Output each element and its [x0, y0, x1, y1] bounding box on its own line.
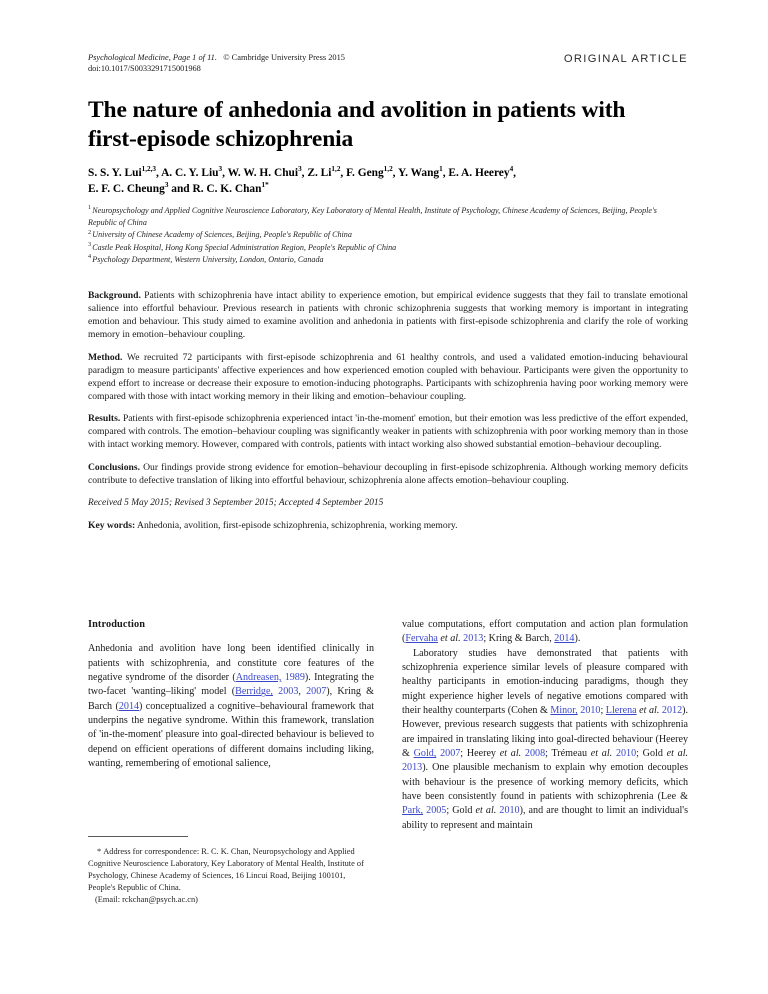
affiliation-item — [88, 205, 666, 229]
abstract-conclusions-label: Conclusions. — [88, 462, 140, 474]
citation-year-2013[interactable]: 2013 — [402, 762, 423, 774]
citation-year-2003[interactable]: 2003 — [278, 686, 299, 698]
footnote-address — [88, 845, 374, 894]
page-title: The nature of anhedonia and avolition in patients with first-episode schizophrenia — [88, 96, 626, 153]
citation-year-2010[interactable]: 2010 — [615, 748, 637, 760]
citation-year-2012[interactable]: 2012 — [661, 705, 683, 717]
abstract-method — [88, 351, 688, 403]
citation-link-berridge[interactable]: Berridge, — [235, 686, 273, 698]
running-head — [88, 52, 688, 74]
abstract-background-text: Patients with schizophrenia have intact ability to experience emotion, but empirical evidence suggests that they fail to translate emotional salience into effortful behaviour. Previous research in patients with chronic schizophrenia suggests that working memory is important in integrating emotion and behaviour. This study aimed to examine avolition and anhedonia in patients with first-episode schizophrenia and clarify the role of working memory in emotion–behaviour coupling. — [88, 290, 688, 341]
citation-link-park[interactable]: Park, — [402, 805, 424, 817]
abstract-results-text: Patients with first-episode schizophrenia experienced intact 'in-the-moment' emotion, but their emotion was less predictive of the effort expended, compared with controls. The emotion–behaviour coupling was significantly weaker in patients with schizophrenia with poor working memory than in those with intact working memory. However, compared with controls, patients with intact working also showed substantial emotion–behaviour decoupling. — [88, 413, 688, 451]
author-entry: Y. Wang$^1$, — [397, 165, 449, 179]
copyright-notice: © Cambridge University Press 2015 — [223, 53, 345, 62]
paragraph-text: ). However, previous research suggests that patients with schizophrenia are impaired in translating liking into goal-directed behaviour (Heerey & — [402, 705, 688, 760]
journal-info — [88, 52, 345, 74]
author-entry: E. A. Heerey$^4$, — [448, 165, 517, 179]
affiliation-text: University of Chinese Academy of Sciences, Beijing, People's Republic of China — [92, 230, 352, 240]
citation-year-2007[interactable]: 2007 — [306, 686, 327, 698]
body-column-left — [88, 618, 374, 771]
footnote-block — [88, 836, 374, 906]
author-affil-marker: 1,2,3 — [141, 165, 156, 174]
author-entry: S. S. Y. Lui$^{1,2,3}$, — [88, 165, 162, 179]
journal-citation-line — [88, 52, 345, 63]
citation-link-minor[interactable]: Minor, — [550, 705, 578, 717]
author-affil-marker: 3 — [218, 165, 223, 174]
received-dates: Received 5 May 2015; Revised 3 September 2015; Accepted 4 September 2015 — [88, 497, 384, 508]
paragraph-text: ; Trémeau — [545, 748, 591, 760]
paragraph-text: ) conceptualized a cognitive–behavioural framework that underpins the negative syndrome. Within this framework, translation of 'in-the-moment' pleasure into goal-directed behaviour is believed to depend on efficient operations of different domains including liking, wanting, remembering of emotional salience, — [88, 700, 374, 770]
keywords-text: Anhedonia, avolition, first-episode schizophrenia, schizophrenia, working memory. — [137, 520, 458, 532]
affiliation-item — [88, 242, 666, 254]
author-entry: F. Geng$^{1,2}$, — [346, 165, 398, 179]
author-line-2 — [88, 181, 688, 197]
affiliation-marker: 4 — [88, 253, 92, 261]
intro-paragraph-1-continued — [402, 618, 688, 647]
abstract-conclusions-text: Our findings provide strong evidence for emotion–behaviour decoupling in first-episode schizophrenia. Although working memory deficits contribute to defective translation of liking into effortful behaviour, schizophrenia alone affects emotion–behaviour coupling. — [88, 462, 688, 487]
abstract — [88, 289, 688, 542]
author-affil-marker: 3 — [298, 165, 302, 174]
author-affil-marker: 1,2 — [383, 165, 393, 174]
paragraph-text: ). One plausible mechanism to explain why emotion decouples with behaviour is the presence of working memory deficits, which have been consistently found in patients with schizophrenia (Lee & — [402, 762, 688, 803]
citation-year-2010[interactable]: 2010 — [499, 805, 520, 817]
section-heading-introduction: Introduction — [88, 619, 146, 630]
citation-link-gold[interactable]: Gold, — [413, 748, 437, 760]
footnote-star-marker: * — [97, 846, 102, 856]
author-line-1 — [88, 165, 688, 181]
author-affil-marker: 1,2 — [331, 165, 341, 174]
citation-year-2005[interactable]: 2005 — [426, 805, 447, 817]
affiliation-list — [88, 205, 666, 266]
paragraph-text: ; Gold — [446, 805, 476, 817]
etal-italic: et al. — [440, 633, 461, 645]
affiliation-text: Castle Peak Hospital, Hong Kong Special Administration Region, People's Republic of China — [92, 242, 397, 252]
author-entry: R. C. K. Chan$^{1*}$ — [192, 181, 269, 196]
paragraph-text: ; Gold — [636, 748, 667, 760]
paragraph-text: Laboratory studies have demonstrated that patients with schizophrenia experience similar levels of pleasure compared with healthy participants in emotion-inducing paradigms, though they might experience higher levels of negative emotions compared with their healthy counterparts (Cohen & — [402, 647, 688, 717]
footnote-email: (Email: rckchan@psych.ac.cn) — [95, 895, 198, 905]
author-affil-marker: 3 — [164, 181, 169, 190]
abstract-results-label: Results. — [88, 413, 121, 425]
paragraph-text: ; Heerey — [460, 748, 500, 760]
paragraph-text: ). Integrating the two-facet 'wanting–liking' model ( — [88, 672, 374, 698]
keywords-label: Key words: — [88, 520, 136, 532]
author-corresponding-marker: 1* — [261, 181, 269, 190]
affiliation-item — [88, 254, 666, 266]
author-affil-marker: 1 — [439, 165, 443, 174]
author-affil-marker: 4 — [509, 165, 514, 174]
paragraph-text: ), and are thought to limit an individual's ability to represent and maintain — [402, 805, 689, 831]
paragraph-text: ), Kring & Barch ( — [88, 686, 375, 712]
keywords — [88, 519, 688, 532]
abstract-background-label: Background. — [88, 290, 141, 301]
paragraph-text: ; Kring & Barch, — [483, 633, 555, 645]
affiliation-marker: 3 — [88, 240, 92, 248]
citation-link-llerena[interactable]: Llerena — [605, 705, 637, 717]
paragraph-text: ). — [574, 633, 581, 645]
citation-year-2008[interactable]: 2008 — [524, 748, 546, 760]
intro-paragraph-1: Anhedonia and avolition have long been identified clinically in patients with schizophrenia, and constitute core features of the negative syndrome of the disorder (Andreasen, 1989). Integrating the two-facet 'wanting–liking' model (Berridge, 2003, 2007), Kring & Barch (2014) conceptualized a cognitive–behavioural framework that underpins the negative syndrome. Within this framework, translation of 'in-the-moment' pleasure into goal-directed behaviour is believed to depend on efficient operations of different domains including liking, wanting, remembering of emotional salience, — [88, 643, 375, 770]
affiliation-marker: 2 — [88, 228, 92, 236]
article-type-label: ORIGINAL ARTICLE — [563, 53, 688, 65]
citation-year-2014[interactable]: 2014 — [554, 633, 575, 645]
paper-page — [88, 0, 688, 994]
body-column-right — [402, 618, 688, 833]
footnote-address-text: Address for correspondence: R. C. K. Chan, Neuropsychology and Applied Cognitive Neuroscience Laboratory, Key Laboratory of Mental Health, Institute of Psychology, Chinese Academy of Sciences, 16 Lincui Road, Beijing 100101, People's Republic of China. — [88, 847, 364, 893]
affiliation-marker: 1 — [88, 204, 92, 212]
citation-year-2013[interactable]: 2013 — [463, 633, 484, 645]
affiliation-item — [88, 229, 666, 241]
author-entry: A. C. Y. Liu$^3$, — [161, 165, 228, 179]
paragraph-text: value computations, effort computation and action plan formulation ( — [402, 619, 688, 645]
author-list — [88, 165, 688, 197]
affiliation-text: Neuropsychology and Applied Cognitive Neuroscience Laboratory, Key Laboratory of Mental Health, Institute of Psychology, Chinese Academy of Sciences, Beijing, People's Republic of China — [88, 206, 657, 228]
citation-year-2007[interactable]: 2007 — [440, 748, 461, 760]
affiliation-text: Psychology Department, Western University, London, Ontario, Canada — [92, 254, 324, 264]
paragraph-text: ; — [600, 705, 606, 717]
etal-italic: et al. — [666, 748, 689, 760]
abstract-method-label: Method. — [88, 351, 123, 363]
etal-italic: et al. — [590, 748, 613, 760]
author-entry: W. W. H. Chui$^3$, — [227, 165, 308, 179]
etal-italic: et al. — [499, 748, 522, 760]
abstract-conclusions — [88, 461, 688, 487]
abstract-results — [88, 412, 688, 451]
doi: doi:10.1017/S0033291715001968 — [88, 64, 201, 74]
correspondence-footnote — [88, 845, 374, 906]
intro-paragraph-2 — [402, 647, 688, 833]
abstract-method-text: We recruited 72 participants with first-episode schizophrenia and 61 healthy controls, and used a validated emotion-inducing behavioural paradigm to measure participants' affective experiences and how experienced emotion coupled with behaviour. Participants were given the opportunity to expend effort to increase or decrease their exposure to emotion-inducing photographs. Participants with schizophrenia having poor working memory were compared with those with intact working memory in their liking and emotion–behaviour coupling. — [88, 351, 688, 402]
journal-name: Psychological Medicine, Page 1 of 11. — [88, 53, 217, 62]
author-entry: Z. Li$^{1,2}$, — [307, 165, 347, 179]
citation-year-2010[interactable]: 2010 — [580, 705, 601, 717]
abstract-background — [88, 289, 688, 341]
paragraph-text: Anhedonia and avolition have long been identified clinically in patients with schizophrenia, and constitute core features of the negative syndrome of the disorder ( — [88, 643, 374, 684]
citation-year-2014[interactable]: 2014 — [118, 700, 140, 712]
etal-italic: et al. — [639, 705, 660, 717]
citation-link-fervaha[interactable]: Fervaha — [405, 633, 438, 645]
author-entry: E. F. C. Cheung$^3$ and — [88, 181, 193, 196]
footnote-divider — [88, 836, 188, 837]
etal-italic: et al. — [475, 805, 497, 817]
citation-year-1989[interactable]: 1989 — [284, 672, 305, 684]
citation-link-andreasen[interactable]: Andreasen, — [235, 672, 282, 684]
